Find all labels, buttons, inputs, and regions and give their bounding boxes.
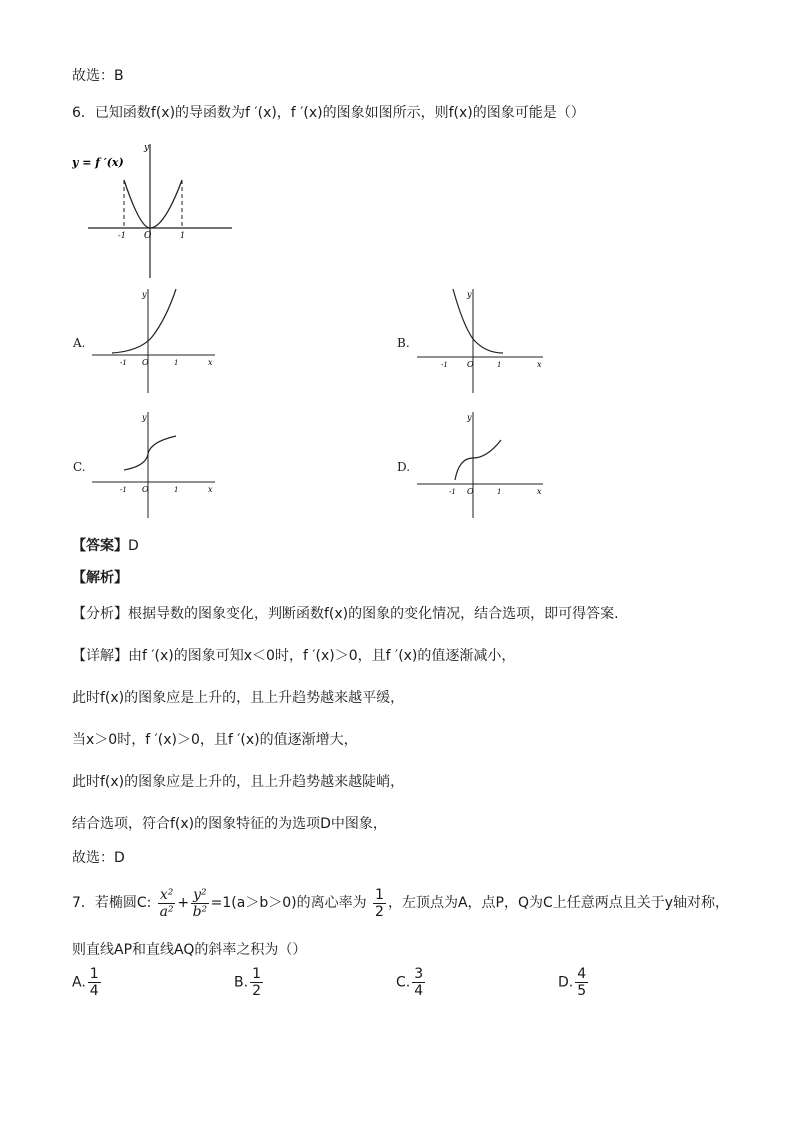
q7-option-c[interactable]: C. $\frac{3}{4}$ — [396, 966, 424, 999]
option-b-graph[interactable] — [415, 285, 550, 395]
svg-text:y: y — [467, 413, 472, 422]
detail-line: 【详解】由f ′(x)的图象可知x＜0时，f ′(x)＞0，且f ′(x)的值逐渐减小， — [72, 648, 516, 664]
text-line: 结合选项，符合f(x)的图象特征的为选项D中图象， — [72, 816, 387, 832]
svg-text:O: O — [467, 360, 474, 369]
origin-label: O — [144, 231, 152, 241]
q7-option-a[interactable]: A. $\frac{1}{4}$ — [72, 966, 99, 999]
svg-text:x: x — [208, 485, 213, 494]
svg-text:-1: -1 — [449, 488, 456, 496]
fraction-y2-b2: $\frac{\text{y²}}{\text{b²}}$ — [192, 886, 208, 920]
svg-text:1: 1 — [497, 361, 502, 369]
y-axis-label: y — [144, 143, 150, 153]
option-d-graph[interactable] — [415, 408, 550, 520]
text-line: 此时f(x)的图象应是上升的，且上升趋势越来越陡峭， — [72, 774, 405, 790]
q7-option-d[interactable]: D. $\frac{4}{5}$ — [558, 966, 587, 999]
question-7-line2: 则直线AP和直线AQ的斜率之积为（） — [72, 942, 307, 958]
question-6: 6．已知函数f(x)的导函数为f ′(x)，f ′(x)的图象如图所示，则f(x)的图象可能是（） — [72, 105, 585, 121]
svg-text:-1: -1 — [120, 486, 127, 494]
option-d-label[interactable]: D. — [397, 460, 411, 474]
option-b-label[interactable]: B. — [397, 336, 410, 350]
option-c-label[interactable]: C. — [73, 460, 86, 474]
answer-line — [72, 536, 139, 556]
text-line: 故选：B — [72, 68, 124, 84]
svg-text:x: x — [208, 358, 213, 367]
svg-text:y: y — [142, 290, 147, 299]
svg-text:x: x — [537, 360, 542, 369]
tick-label-p1: 1 — [180, 231, 186, 240]
answer-tag: 【答案】 — [72, 538, 128, 554]
answer-value: D — [128, 538, 139, 554]
option-a-graph[interactable] — [90, 285, 220, 395]
text-line: 故选：D — [72, 850, 125, 866]
analysis-line: 【分析】根据导数的图象变化，判断函数f(x)的图象的变化情况，结合选项，即可得答案. — [72, 606, 619, 622]
svg-text:1: 1 — [174, 486, 179, 494]
derivative-graph — [70, 140, 240, 280]
tick-label-m1: -1 — [118, 231, 126, 240]
analysis-tag: 【解析】 — [72, 570, 128, 586]
q7-option-b[interactable]: B. $\frac{1}{2}$ — [234, 966, 261, 999]
svg-text:x: x — [537, 487, 542, 496]
svg-text:O: O — [142, 358, 149, 367]
fraction-x2-a2: $\frac{\text{x²}}{\text{a²}}$ — [159, 886, 174, 920]
text-line: 当x＞0时，f ′(x)＞0，且f ′(x)的值逐渐增大， — [72, 732, 358, 748]
svg-text:1: 1 — [497, 488, 502, 496]
option-a-label[interactable]: A. — [73, 336, 86, 350]
svg-text:y: y — [142, 413, 147, 422]
svg-text:O: O — [142, 485, 149, 494]
fig-title: y = f ′(x) — [72, 156, 124, 169]
question-7: 7．若椭圆C: $\frac{\text{x²}}{\text{a²}}$ + $\frac{\text{y²}}{\text{b²}}$ =1(a＞b＞0)的离心率为 $\frac{1}{2}$ ，左顶点为A，点P，Q为C上任意两点且关于y轴对称， — [72, 886, 730, 920]
fraction-eccentricity: $\frac{1}{2}$ — [375, 886, 384, 920]
svg-text:y: y — [467, 290, 472, 299]
svg-text:-1: -1 — [441, 361, 448, 369]
svg-text:O: O — [467, 487, 474, 496]
svg-text:1: 1 — [174, 359, 179, 367]
svg-text:-1: -1 — [120, 359, 127, 367]
text-line: 此时f(x)的图象应是上升的，且上升趋势越来越平缓， — [72, 690, 405, 706]
option-c-graph[interactable] — [90, 408, 220, 520]
